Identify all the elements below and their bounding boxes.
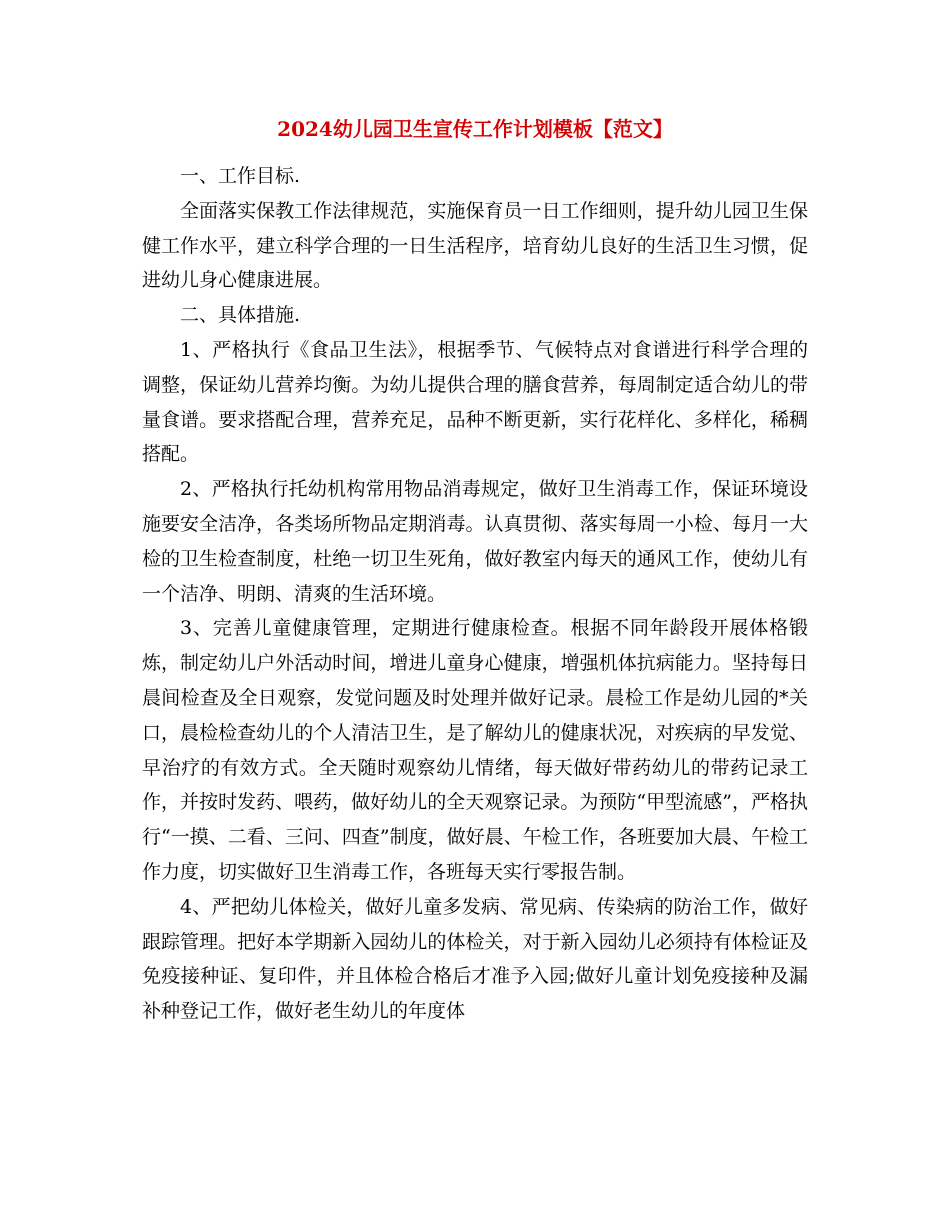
measure-paragraph-4: 4、严把幼儿体检关，做好儿童多发病、常见病、传染病的防治工作，做好跟踪管理。把好本学期新入园幼儿的体检关，对于新入园幼儿必须持有体检证及免疫接种证、复印件，并且体检合格后才准予入园;做好儿童计划免疫接种及漏补种登记工作，做好老生幼儿的年度体 (142, 895, 808, 1023)
section-heading-goals: 一、工作目标. (180, 165, 301, 187)
measure-paragraph-2: 2、严格执行托幼机构常用物品消毒规定，做好卫生消毒工作，保证环境设施要安全洁净，各类场所物品定期消毒。认真贯彻、落实每周一小检、每月一大检的卫生检查制度，杜绝一切卫生死角，做好教室内每天的通风工作，使幼儿有一个洁净、明朗、清爽的生活环境。 (142, 478, 808, 605)
goals-paragraph: 全面落实保教工作法律规范，实施保育员一日工作细则，提升幼儿园卫生保健工作水平，建立科学合理的一日生活程序，培育幼儿良好的生活卫生习惯，促进幼儿身心健康进展。 (142, 199, 808, 292)
measure-paragraph-3: 3、完善儿童健康管理，定期进行健康检查。根据不同年龄段开展体格锻炼，制定幼儿户外活动时间，增进儿童身心健康，增强机体抗病能力。坚持每日晨间检查及全日观察，发觉问题及时处理并做好记录。晨检工作是幼儿园的*关口，晨检检查幼儿的个人清洁卫生，是了解幼儿的健康状况，对疾病的早发觉、早治疗的有效方式。全天随时观察幼儿情绪，每天做好带药幼儿的带药记录工作，并按时发药、喂药，做好幼儿的全天观察记录。为预防“甲型流感”，严格执行“一摸、二看、三问、四查”制度，做好晨、午检工作，各班要加大晨、午检工作力度，切实做好卫生消毒工作，各班每天实行零报告制。 (142, 617, 808, 883)
document-title: 2024幼儿园卫生宣传工作计划模板【范文】 (277, 117, 673, 141)
document-body (142, 159, 808, 1029)
measure-paragraph-1: 1、严格执行《食品卫生法》，根据季节、气候特点对食谱进行科学合理的调整，保证幼儿营养均衡。为幼儿提供合理的膳食营养，每周制定适合幼儿的带量食谱。要求搭配合理，营养充足，品种不断更新，实行花样化、多样化，稀稠搭配。 (142, 338, 808, 466)
section-heading-measures: 二、具体措施. (180, 304, 301, 327)
